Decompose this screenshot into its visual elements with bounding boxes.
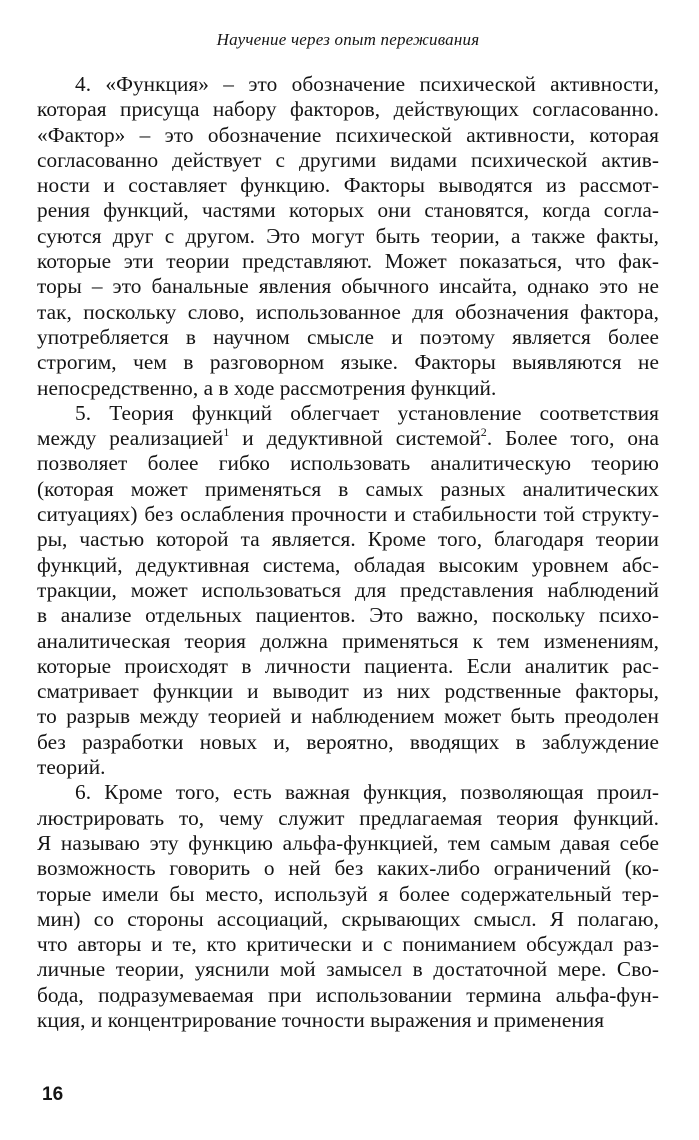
- text-line: личные теории, уяснили мой замысел в достаточной мере. Сво-: [37, 957, 659, 982]
- text-line: «Фактор» – это обозначение психической активности, которая: [37, 122, 659, 147]
- text-line: торые имели бы место, используй я более содержательный тер-: [37, 881, 659, 906]
- text-line: в анализе отдельных пациентов. Это важно, поскольку психо-: [37, 603, 659, 628]
- text-line: между реализацией$^1$ и дедуктивной системой$^2$. Более того, она: [37, 425, 659, 451]
- text-line: 5. Теория функций облегчает установление соответствия: [75, 400, 659, 425]
- text-line: тракции, может использоваться для представления наблюдений: [37, 577, 659, 602]
- text-line: строгим, чем в разговорном языке. Факторы выявляются не: [37, 350, 659, 375]
- text-line: которые эти теории представляют. Может показаться, что фак-: [37, 249, 659, 274]
- text-line: ности и составляет функцию. Факторы выводятся из рассмот-: [37, 173, 659, 198]
- book-page: [37, 30, 659, 1115]
- text-line: без разработки новых и, вероятно, вводящих в заблуждение: [37, 729, 659, 754]
- text-line: позволяет более гибко использовать аналитическую теорию: [37, 451, 659, 476]
- text-line: которая присуща набору факторов, действующих согласованно.: [37, 97, 659, 122]
- text-line: ры, частью которой та является. Кроме того, благодаря теории: [37, 527, 659, 552]
- text-line: кция, и концентрирование точности выражения и применения: [37, 1007, 605, 1032]
- text-line: сматривает функции и выводит из них родственные факторы,: [37, 679, 659, 704]
- text-line: так, поскольку слово, использованное для обозначения фактора,: [37, 299, 659, 324]
- paragraph-6: [37, 780, 659, 1033]
- text-line: которые происходят в личности пациента. Если аналитик рас-: [37, 653, 659, 678]
- text-line: 4. «Функция» – это обозначение психической активности,: [75, 72, 659, 96]
- text-line: Я называю эту функцию альфа-функцией, тем самым давая себе: [37, 830, 659, 855]
- text-line: бода, подразумеваемая при использовании термина альфа-фун-: [37, 982, 659, 1007]
- text-line: мин) со стороны ассоциаций, скрывающих смысл. Я полагаю,: [37, 906, 659, 931]
- paragraph-5: [37, 401, 659, 780]
- text-line: возможность говорить о ней без каких-либо ограничений (ко-: [37, 856, 659, 881]
- paragraph-4: [37, 72, 659, 401]
- text-line: торы – это банальные явления обычного инсайта, однако это не: [37, 274, 659, 299]
- text-line: теорий.: [37, 755, 106, 780]
- text-line: рения функций, частями которых они становятся, когда согла-: [37, 198, 659, 223]
- text-line: что авторы и те, кто критически и с пониманием обсуждал раз-: [37, 932, 659, 957]
- text-line: употребляется в научном смысле и поэтому является более: [37, 324, 659, 349]
- text-line: 6. Кроме того, есть важная функция, позволяющая проил-: [75, 780, 659, 805]
- text-line: непосредственно, а в ходе рассмотрения функций.: [37, 375, 497, 400]
- text-line: ситуациях) без ослабления прочности и стабильности той структу-: [37, 502, 659, 527]
- text-line: суются друг с другом. Это могут быть теории, а также факты,: [37, 223, 659, 248]
- text-line: функций, дедуктивная система, обладая высоким уровнем абс-: [37, 552, 659, 577]
- running-header: Научение через опыт переживания: [216, 30, 480, 49]
- text-line: согласованно действует с другими видами психической актив-: [37, 147, 659, 172]
- text-line: аналитическая теория должна применяться к тем изменениям,: [37, 628, 659, 653]
- text-line: люстрировать то, чему служит предлагаемая теория функций.: [37, 805, 659, 830]
- text-line: то разрыв между теорией и наблюдением может быть преодолен: [37, 704, 659, 729]
- body-text: [37, 72, 659, 1033]
- text-line: (которая может применяться в самых разных аналитических: [37, 476, 659, 501]
- page-number: 16: [42, 1084, 64, 1105]
